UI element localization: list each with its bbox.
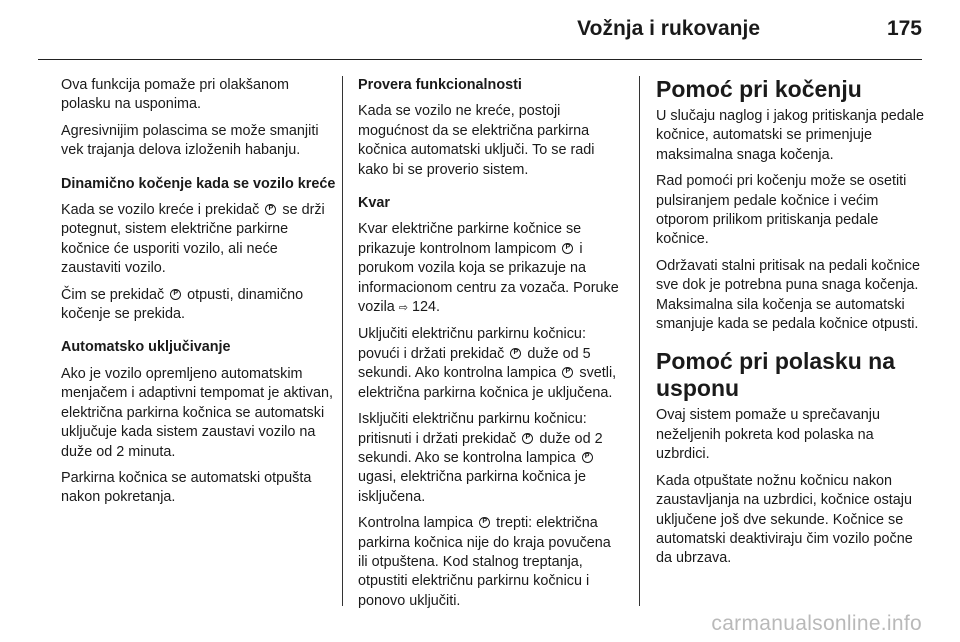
- paragraph: Uključiti električnu parkirnu kočnicu: povući i držati prekidač P duže od 5 sekundi. Ako kontrolna lampica P svetli, električna parkirna kočnica je uključena.: [358, 325, 624, 403]
- paragraph: Isključiti električnu parkirnu kočnicu: pritisnuti i držati prekidač P duže od 2 sekundi. Ako se kontrolna lampica P ugasi, električna parkirna kočnica je isključena.: [358, 410, 624, 507]
- parking-brake-switch-icon: [170, 289, 181, 300]
- warning-lamp-icon: [562, 243, 573, 254]
- paragraph: Kvar električne parkirne kočnice se prikazuje kontrolnom lampicom P i porukom vozila koja se prikazuje na informacionom centru za vozača. Poruke vozila ⇨ 124.: [358, 220, 624, 318]
- paragraph: Čim se prekidač P otpusti, dinamično kočenje se prekida.: [61, 286, 336, 325]
- watermark: carmanualsonline.info: [711, 612, 922, 635]
- subheading-dynamic-braking: Dinamično kočenje kada se vozilo kreće: [61, 175, 336, 192]
- column-3: [656, 76, 926, 576]
- running-header-title: Vožnja i rukovanje: [577, 17, 760, 40]
- paragraph: Rad pomoći pri kočenju može se osetiti pulsiranjem pedale kočnice i većim otporom prilikom pritiskanja pedale kočnice.: [656, 173, 907, 248]
- paragraph: Kontrolna lampica P trepti: električna parkirna kočnica nije do kraja povučena ili otpuštena. Kod stalnog treptanja, otpustiti električnu parkirnu kočnicu i ponovo uključiti.: [358, 514, 624, 611]
- warning-lamp-icon: [562, 367, 573, 378]
- section-heading-brake-assist: Pomoć pri kočenju: [656, 76, 862, 102]
- paragraph: Agresivnijim polascima se može smanjiti vek trajanja delova izloženih habanju.: [61, 122, 319, 159]
- paragraph: Kada se vozilo ne kreće, postoji mogućnost da se električna parkirna kočnica automatski uključi. To se radi kako bi se proverio sistem.: [358, 103, 595, 178]
- subheading-function-check: Provera funkcionalnosti: [358, 77, 522, 93]
- parking-brake-switch-icon: [265, 204, 276, 215]
- page-number: 175: [886, 17, 922, 40]
- subheading-fault: Kvar: [358, 195, 390, 212]
- paragraph: Ovaj sistem pomaže u sprečavanju neželjenih pokreta kod polaska na uzbrdici.: [656, 407, 880, 463]
- column-2: [358, 76, 624, 618]
- page-reference-arrow-icon: ⇨: [398, 302, 409, 315]
- paragraph: Održavati stalni pritisak na pedali kočnice sve dok je potrebna puna snaga kočenja. Maksimalna sila kočenja se automatski smanjuje kada se pedala kočnice otpusti.: [656, 257, 920, 333]
- section-heading-hill-start-assist: Pomoć pri polasku na usponu: [656, 348, 895, 402]
- page-reference-link[interactable]: 124.: [408, 299, 441, 316]
- paragraph: Parkirna kočnica se automatski otpušta nakon pokretanja.: [61, 469, 312, 506]
- subheading-automatic-engage: Automatsko uključivanje: [61, 339, 231, 356]
- paragraph: Kada se vozilo kreće i prekidač P se drži potegnut, sistem električne parkirne kočnice će usporiti vozilo, ali neće zaustaviti vozilo.: [61, 201, 336, 279]
- paragraph: Ova funkcija pomaže pri olakšanom polasku na usponima.: [61, 77, 289, 113]
- column-divider-2: [639, 76, 640, 606]
- paragraph: Kada otpuštate nožnu kočnicu nakon zaustavljanja na uzbrdici, kočnice ostaju uključene još dve sekunde. Kočnice se automatski deaktiviraju čim vozilo počne da ubrzava.: [656, 472, 913, 567]
- column-divider-1: [342, 76, 343, 606]
- paragraph: Ako je vozilo opremljeno automatskim menjačem i adaptivni tempomat je aktivan, električna parkirna kočnica se automatski uključuje kada sistem zaustavi vozilo na duže od 2 minuta.: [61, 365, 333, 460]
- warning-lamp-icon: [479, 517, 490, 528]
- column-1: [61, 76, 336, 515]
- parking-brake-switch-icon: [510, 348, 521, 359]
- header-divider: [38, 59, 922, 60]
- parking-brake-switch-icon: [522, 433, 533, 444]
- paragraph: U slučaju naglog i jakog pritiskanja pedale kočnice, automatski se primenjuje maksimalna snaga kočenja.: [656, 108, 924, 163]
- warning-lamp-icon: [582, 452, 593, 463]
